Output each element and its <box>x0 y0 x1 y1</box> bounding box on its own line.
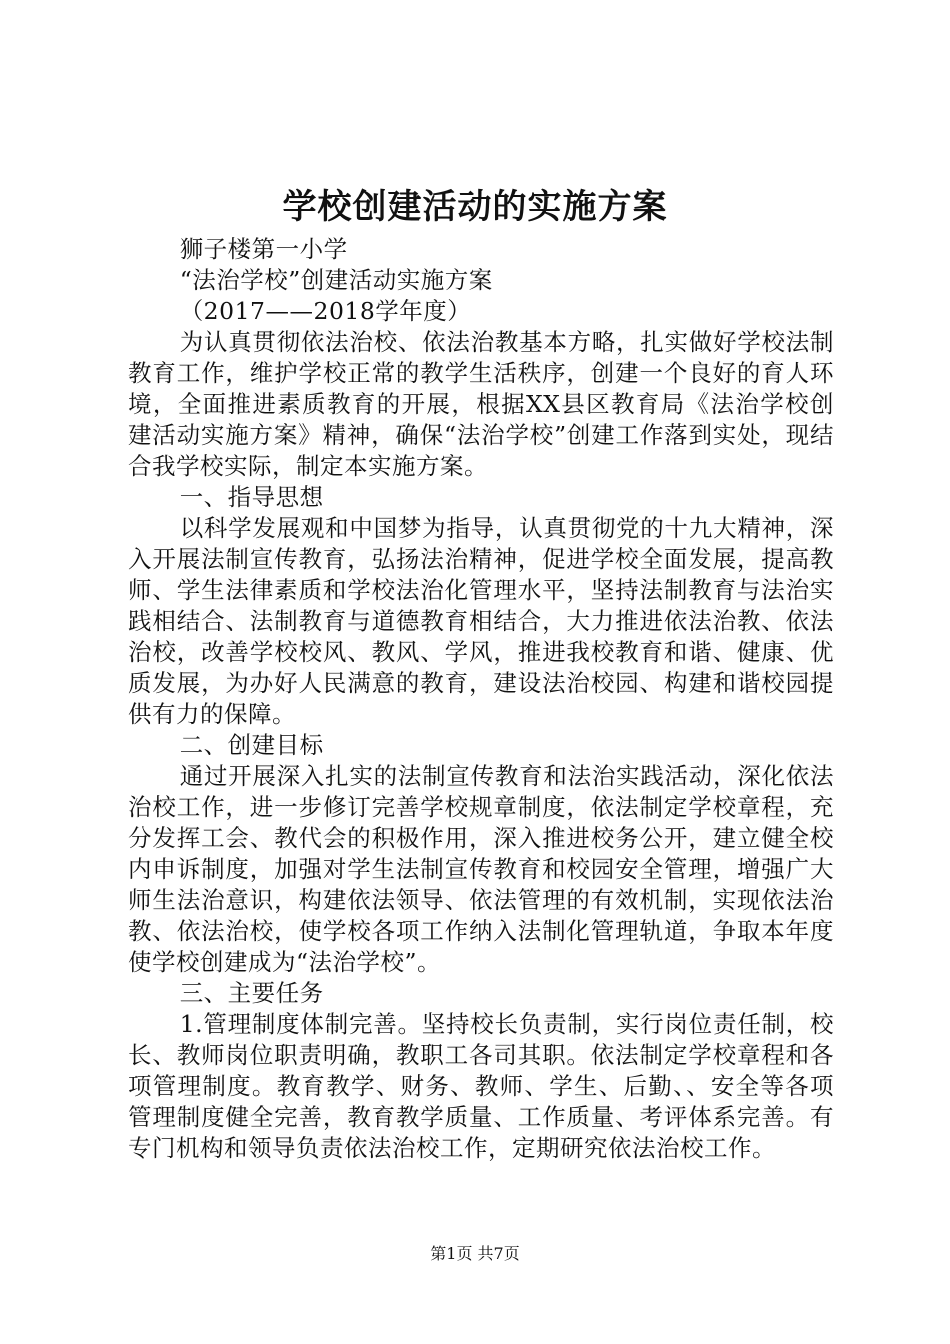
section-heading-main-tasks: 三、主要任务 <box>179 979 324 1007</box>
plan-subtitle: “法治学校”创建活动实施方案 <box>179 266 493 294</box>
guiding-ideology-paragraph: 以科学发展观和中国梦为指导，认真贯彻党的十九大精神，深入开展法制宣传教育，弘扬法治精神，促进学校全面发展，提高教师、学生法律素质和学校法治化管理水平，坚持法制教育与法治实践相结合、法制教育与道德教育相结合，大力推进依法治教、依法治校，改善学校校风、教风、学风，推进我校教育和谐、健康、优质发展，为办好人民满意的教育，建设法治校园、构建和谐校园提供有力的保障。 <box>128 514 834 728</box>
main-tasks-item-1: 1.管理制度体制完善。坚持校长负责制，实行岗位责任制，校长、教师岗位职责明确，教职工各司其职。依法制定学校章程和各项管理制度。教育教学、财务、教师、学生、后勤、、安全等各项管理制度健全完善，教育教学质量、工作质量、考评体系完善。有专门机构和领导负责依法治校工作，定期研究依法治校工作。 <box>128 1010 834 1162</box>
goals-paragraph: 通过开展深入扎实的法制宣传教育和法治实践活动，深化依法治校工作，进一步修订完善学校规章制度，依法制定学校章程，充分发挥工会、教代会的积极作用，深入推进校务公开，建立健全校内申诉制度，加强对学生法制宣传教育和校园安全管理，增强广大师生法治意识，构建依法领导、依法管理的有效机制，实现依法治教、依法治校，使学校各项工作纳入法制化管理轨道，争取本年度使学校创建成为“法治学校”。 <box>128 762 834 976</box>
page-footer: 第1页 共7页 <box>430 1244 520 1263</box>
document-body <box>128 234 834 1164</box>
school-name: 狮子楼第一小学 <box>179 235 348 263</box>
school-year: （2017——2018学年度） <box>179 297 472 325</box>
section-heading-goals: 二、创建目标 <box>179 731 324 759</box>
intro-paragraph: 为认真贯彻依法治校、依法治教基本方略，扎实做好学校法制教育工作，维护学校正常的教学生活秩序，创建一个良好的育人环境，全面推进素质教育的开展，根据XX县区教育局《法治学校创建活动实施方案》精神，确保“法治学校”创建工作落到实处，现结合我学校实际，制定本实施方案。 <box>128 328 834 480</box>
section-heading-guiding-ideology: 一、指导思想 <box>179 483 324 511</box>
document-title: 学校创建活动的实施方案 <box>282 187 668 227</box>
